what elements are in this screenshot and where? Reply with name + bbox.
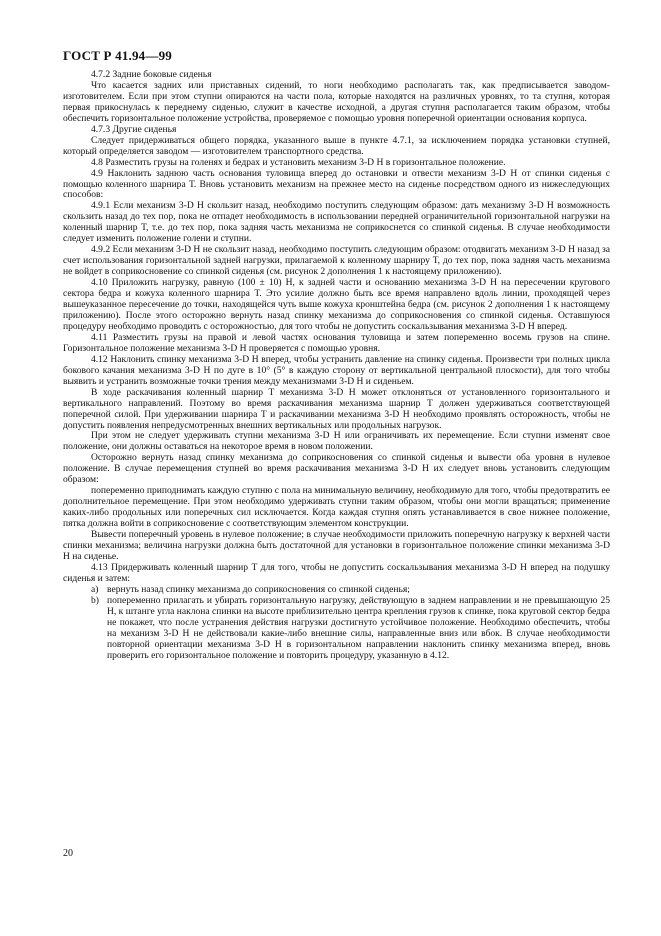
document-header: ГОСТ Р 41.94—99 — [63, 48, 172, 63]
list-marker: a) — [91, 583, 99, 595]
paragraph-4-9-1: 4.9.1 Если механизм 3-D H скользит назад, необходимо поступить следующим образом: дать механизму 3-D H возможность скользить назад до тех пор, пока не отпадет необходимость в использовании передней ограничительной горизонтальной нагрузки на коленный шарнир Т, т.е. до тех пор, пока задняя часть механизма не соприкоснется со спинкой сиденья. В случае необходимости следует изменить положение голени и ступни. — [63, 200, 610, 245]
paragraph-4-8: 4.8 Разместить грузы на голенях и бедрах и установить механизм 3-D H в горизонтальное положение. — [91, 156, 506, 168]
paragraph: Что касается задних или приставных сидений, то ноги необходимо располагать так, как предписывается заводом-изготовителем. Если при этом ступни опираются на части пола, которые находятся на различных уровнях, то та ступня, которая первая прикоснулась к переднему сиденью, служит в качестве исходной, а другая ступня располагается таким образом, чтобы обеспечить горизонтальное положение устройства, проверяемое с помощью уровня поперечной ориентации основания корпуса. — [63, 79, 610, 124]
list-item-text: вернуть назад спинку механизма до соприкосновения со спинкой сиденья; — [107, 583, 410, 595]
document-body — [63, 70, 610, 661]
paragraph: попеременно приподнимать каждую ступню с пола на минимальную величину, необходимую для того, чтобы предотвратить ее дополнительное перемещение. При этом необходимо удерживать ступни таким образом, чтобы они могли вращаться; применение каких-либо продольных или поперечных сил исключается. Когда каждая ступня опять устанавливается в свое нижнее положение, пятка должна войти в соприкосновение с соответствующим элементом конструкции. — [63, 485, 610, 530]
page-number: 20 — [63, 848, 73, 859]
paragraph-4-9-2: 4.9.2 Если механизм 3-D H не скользит назад, необходимо поступить следующим образом: отодвигать механизм 3-D H назад за счет использования горизонтальной задней нагрузки, прилагаемой к коленному шарниру Т, до тех пор, пока задняя часть механизма не войдет в соприкосновение со спинкой сиденья (см. рисунок 2 дополнения 1 к настоящему приложению). — [63, 244, 610, 278]
list-marker: b) — [91, 594, 99, 606]
section-heading-4-7-3: 4.7.3 Другие сиденья — [91, 123, 177, 135]
paragraph: Осторожно вернуть назад спинку механизма до соприкосновения со спинкой сиденья и вывести оба уровня в нулевое положение. В случае перемещения ступней во время раскачивания механизма 3-D H их следует вновь установить следующим образом: — [63, 452, 610, 486]
paragraph: Следует придерживаться общего порядка, указанного выше в пункте 4.7.1, за исключением порядка установки ступней, который определяется заводом — изготовителем транспортного средства. — [63, 134, 610, 157]
list-item — [91, 596, 610, 662]
paragraph-4-12: 4.12 Наклонить спинку механизма 3-D H вперед, чтобы устранить давление на спинку сиденья. Произвести три полных цикла бокового качания механизма 3-D H по дуге в 10° (5° в каждую сторону от вертикальной центральной плоскости), для того чтобы выявить и устранить возможные точки трения между механизмами 3-D H и сиденьем. — [63, 353, 610, 387]
paragraph-4-13: 4.13 Придерживать коленный шарнир Т для того, чтобы не допустить соскальзывания механизма 3-D H вперед на подушку сиденья и затем: — [63, 561, 610, 584]
paragraph: Вывести поперечный уровень в нулевое положение; в случае необходимости приложить поперечную нагрузку к верхней части спинки механизма; величина нагрузки должна быть достаточной для установки в горизонтальное положение спинки механизма 3-D H на сиденье. — [63, 529, 610, 562]
paragraph: При этом не следует удерживать ступни механизма 3-D H или ограничивать их перемещение. Если ступни изменят свое положение, они должны оставаться на некоторое время в новом положении. — [63, 430, 610, 453]
paragraph-4-9: 4.9 Наклонить заднюю часть основания туловища вперед до остановки и отвести механизм 3-D H от спинки сиденья с помощью коленного шарнира Т. Вновь установить механизм на прежнее место на сиденье посредством одного из нижеследующих способов: — [63, 167, 610, 201]
section-heading-4-7-2: 4.7.2 Задние боковые сиденья — [91, 69, 212, 80]
paragraph-4-10: 4.10 Приложить нагрузку, равную (100 ± 10) Н, к задней части и основанию механизма 3-D H на пересечении кругового сектора бедра и кожуха коленного шарнира Т. Это усилие должно быть все время направлено вдоль линии, проходящей через вышеуказанное пересечение до точки, находящейся чуть выше кожуха кронштейна бедра (см. рисунок 2 дополнения 1 к настоящему приложению). После этого осторожно вернуть назад спинку механизма до соприкосновения со спинкой сиденья. Оставшуюся процедуру необходимо проводить с осторожностью, для того чтобы не допустить соскальзывания механизма 3-D H вперед. — [63, 277, 610, 332]
list-item-text: попеременно прилагать и убирать горизонтальную нагрузку, действующую в заднем направлении и не превышающую 25 Н, к штанге угла наклона спинки на высоте приблизительно центра крепления грузов к спинке, пока круговой сектор бедра не покажет, что после устранения действия нагрузки достигнуто устойчивое положение. Необходимо обеспечить, чтобы на механизм 3-D H не действовали какие-либо внешние силы, направленные вниз или вбок. В случае необходимости повторной ориентации механизма 3-D H в горизонтальном направлении наклонить спинку механизма вперед, вновь проверить его горизонтальное положение и повторить процедуру, указанную в 4.12. — [107, 594, 610, 661]
procedure-list — [91, 585, 610, 662]
paragraph: В ходе раскачивания коленный шарнир Т механизма 3-D H может отклоняться от установленного горизонтального и вертикального направлений. Поэтому во время раскачивания механизма шарнир Т должен удерживаться соответствующей поперечной силой. При удерживании шарнира Т и раскачивании механизма 3-D H необходимо проявлять осторожность, чтобы не допустить появления непредусмотренных внешних вертикальных или продольных нагрузок. — [63, 386, 610, 431]
paragraph-4-11: 4.11 Разместить грузы на правой и левой частях основания туловища и затем попеременно восемь грузов на спине. Горизонтальное положение механизма 3-D H проверяется с помощью уровня. — [63, 331, 610, 354]
